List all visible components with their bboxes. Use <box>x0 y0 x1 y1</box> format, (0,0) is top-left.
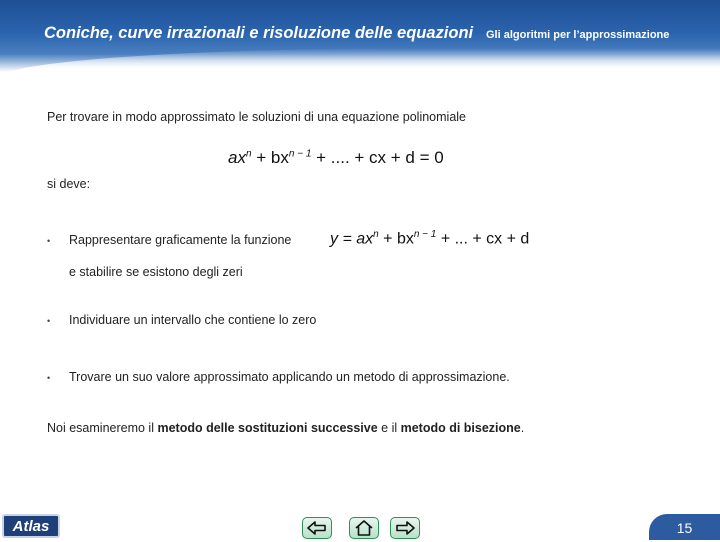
fn-rest: + ... + cx + d <box>436 230 530 248</box>
prev-button[interactable] <box>302 517 332 539</box>
slide-subtitle: Gli algoritmi per l’approssimazione <box>486 29 670 41</box>
home-button[interactable] <box>349 517 379 539</box>
si-deve-text: si deve: <box>47 177 91 191</box>
step-1-continuation: e stabilire se esistono degli zeri <box>69 265 243 279</box>
bullet-3: • <box>47 373 51 383</box>
home-icon <box>354 520 374 536</box>
intro-text: Per trovare in modo approssimato le soluzioni di una equazione polinomiale <box>47 110 466 124</box>
eq-term-b: + bx <box>251 148 289 167</box>
next-button[interactable] <box>390 517 420 539</box>
eq-term-a: ax <box>228 148 246 167</box>
polynomial-equation <box>228 148 444 168</box>
bullet-2: • <box>47 316 51 326</box>
eq-exp-n: n <box>245 148 252 160</box>
page-number: 15 <box>649 514 720 540</box>
method-bisection: metodo di bisezione <box>400 421 521 435</box>
conclusion-suffix: . <box>520 421 525 435</box>
fn-exp-n: n <box>373 229 379 240</box>
slide-title: Coniche, curve irrazionali e risoluzione delle equazioni <box>44 24 474 42</box>
fn-lhs: y = ax <box>330 230 374 248</box>
conclusion-middle: e il <box>377 421 401 435</box>
step-2-text: Individuare un intervallo che contiene lo zero <box>69 313 317 327</box>
conclusion-text <box>47 421 524 435</box>
fn-mid: + bx <box>378 230 414 248</box>
prev-icon <box>307 521 327 535</box>
atlas-logo[interactable]: Atlas <box>2 514 60 538</box>
eq-exp-n1: n − 1 <box>288 148 312 160</box>
step-3-text: Trovare un suo valore approssimato applicando un metodo di approssimazione. <box>69 370 510 384</box>
method-successive-substitutions: metodo delle sostituzioni successive <box>157 421 378 435</box>
next-icon <box>395 521 415 535</box>
step-1-text: Rappresentare graficamente la funzione <box>69 233 292 247</box>
function-equation <box>330 229 529 248</box>
eq-rest: + .... + cx + d = 0 <box>311 148 444 167</box>
conclusion-prefix: Noi esamineremo il <box>47 421 158 435</box>
fn-exp-n1: n − 1 <box>413 229 437 240</box>
bullet-1: • <box>47 236 51 246</box>
header-swoosh <box>0 48 720 78</box>
